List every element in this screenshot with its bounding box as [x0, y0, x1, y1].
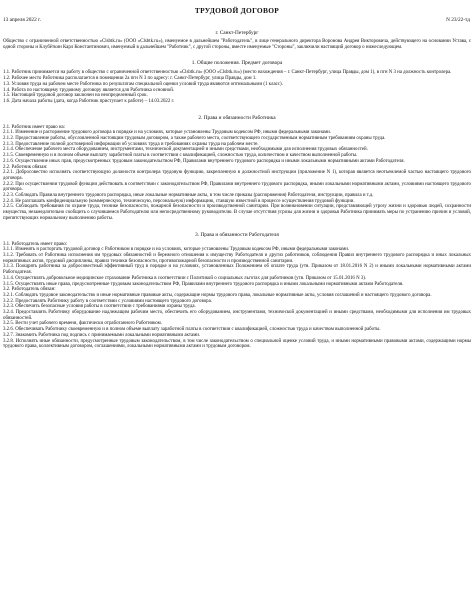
paragraph-3-1-1: 3.1.1. Изменять и расторгать трудовой договор с Работником в порядке и на условиях, которые установлены Трудовым кодексом РФ, иными федеральными законами.	[3, 247, 350, 253]
document-body	[3, 39, 471, 350]
paragraph-2-2-5: 2.2.5. Соблюдать требования по охране труда, технике безопасности, пожарной безопасности и производственной санитарии. При возникновении ситуации, представляющей угрозу жизни и здоровью людей, сохранности имущества, незамедлительно сообщить о случившемся Работодателю или непосредственному руководителю. В случае отсутствия угрозы для жизни и здоровья Работника принимать меры по устранению причин и условий, препятствующих нормальному выполнению работы.	[3, 204, 471, 221]
paragraph-1-3: 1.3. Условия труда на рабочем месте Работника по результатам специальной оценки условий труда являются оптимальными (1 класс).	[3, 81, 283, 87]
paragraph-1-1: 1.1. Работник принимается на работу в общество с ограниченной ответственностью «Clsbtk.ru» (ООО «Clsbtk.ru») (место нахождения – г. Санкт-Петербург, улица Правды, дом 1), в пгн N 3 на должность контролера.	[3, 70, 452, 76]
section-3-heading: 3. Права и обязанности Работодателя	[195, 231, 279, 238]
paragraph-3-1-5: 3.1.5. Осуществлять иные права, предусмотренные трудовым законодательством РФ, Правилами внутреннего трудового распорядка и иными локальными нормативными актами Работодателя.	[3, 281, 404, 287]
document-title: ТРУДОВОЙ ДОГОВОР	[194, 6, 280, 15]
paragraph-1-4: 1.4. Работа по настоящему трудовому договору является для Работника основной.	[3, 87, 175, 93]
paragraph-3-2-8: 3.2.8. Исполнять иные обязанности, предусмотренные трудовым законодательством, в том числе законодательством о специальной оценке условий труда, и иными нормативными правовыми актами, содержащими нормы трудового права, коллективным договором, соглашениями, локальными нормативными актами и трудовым договором.	[3, 338, 471, 350]
paragraph-3-1-3: 3.1.3. Поощрять работника за добросовестный эффективный труд в порядке и на условиях, установленных Положением об оплате труда (утв. Приказом от 18.01.2016 N 2) и иными локальными нормативными актами Работодателя.	[3, 264, 471, 276]
paragraph-2-2-3: 2.2.3. Соблюдать Правила внутреннего трудового распорядка, иные локальные нормативные акты, в том числе приказы (распоряжения) Работодателя, инструкции, правила и т.д.	[3, 193, 374, 199]
paragraph-2-2-2: 2.2.2. При осуществлении трудовой функции действовать в соответствии с законодательством РФ, Правилами внутреннего трудового распорядка, иными локальными нормативными актами, условиями настоящего трудового договора.	[3, 181, 471, 193]
paragraph-3-2-4: 3.2.4. Предоставлять Работнику оборудование надлежащим рабочим место, обеспечить его оборудованием, инструментами, технической документацией и иными средствами, необходимыми для исполнения им трудовых обязанностей.	[3, 310, 471, 321]
paragraph-2-2-1: 2.2.1. Добросовестно исполнять соответствующую должности контролера трудовую функцию, закрепленную в должностной инструкции (приложение N 1), которая является неотъемлемой частью настоящего трудового договора.	[3, 170, 471, 181]
paragraph-1-5: 1.5. Настоящий трудовой договор заключен на неопределенный срок.	[3, 93, 148, 99]
paragraph-2-1-2: 2.1.2. Предоставление работы, обусловленной настоящим трудовым договором, а также рабочего места, соответствующего государственным нормативным требованиям охраны труда.	[3, 136, 386, 142]
preamble-paragraph: Общество с ограниченной ответственностью «Clsbtk.ru» (ООО «Clsbtk.ru»), именуемое в дальнейшем "Работодатель", в лице генерального директора Воронова Андрея Викторовича, действующего на основании Устава, с одной стороны и Клубёткин Карл Константинович, именуемый в дальнейшем "Работник", с другой стороны, вместе именуемые "Стороны", заключили настоящий договор о нижеследующем.	[3, 39, 471, 50]
paragraph-2-1-4: 2.1.4. Обеспечение рабочего места оборудованием, инструментами, технической документацией и иными средствами, необходимыми для исполнения трудовых обязанностей.	[3, 147, 368, 153]
paragraph-3-2-5: 3.2.5. Вести учет рабочего времени, фактически отработанного Работником.	[3, 321, 162, 327]
paragraph-2-2-4: 2.2.4. Не разглашать конфиденциальную (коммерческую, техническую, персональную) информацию, ставшую известной в процессе осуществления трудовой функции.	[3, 198, 355, 204]
section-1-heading: 1. Общие положения. Предмет договора	[191, 60, 283, 67]
section-1-body	[3, 70, 471, 104]
section-2-body	[3, 125, 471, 222]
paragraph-1-2: 1.2. Рабочее место Работника располагается в помещении 2а пгн N 3 по адресу: г. Санкт-Петербург, улица Правды, дом 1.	[3, 76, 257, 82]
paragraph-3-2-7: 3.2.7. Знакомить Работника под подпись с принимаемыми локальными нормативными актами.	[3, 332, 201, 338]
paragraph-2-2: 2.2. Работник обязан:	[3, 164, 48, 170]
paragraph-3-2-2: 3.2.2. Предоставлять Работнику работу в соответствии с условиями настоящего трудового договора.	[3, 298, 213, 304]
paragraph-3-1-2: 3.1.2. Требовать от Работника исполнения им трудовых обязанностей и бережного отношения к имуществу Работодателя и других работников, соблюдения Правил внутреннего трудового распорядка и иных локальных нормативных актов, трудовой дисциплины, правил техники безопасности, противопожарной безопасности и производственной санитарии.	[3, 252, 471, 264]
paragraph-3-1: 3.1. Работодатель имеет право:	[3, 241, 68, 247]
paragraph-2-1-6: 2.1.6. Осуществление иных прав, предусмотренных трудовым законодательством РФ, Правилами внутреннего трудового распорядка и иными локальными нормативными актами Работодателя.	[3, 158, 405, 164]
section-2-heading: 2. Права и обязанности Работника	[198, 114, 276, 121]
paragraph-1-6: 1.6. Дата начала работы (дата, когда Работник приступает к работе) – 14.03.2022 г.	[3, 98, 175, 104]
contract-city: г. Санкт-Петербург	[215, 30, 259, 36]
contract-date: 13 апреля 2022 г.	[3, 17, 41, 23]
paragraph-2-1-3: 2.1.3. Предоставление полной достоверной информации об условиях труда и требованиях охраны труда на рабочем месте.	[3, 141, 259, 147]
section-3-body	[3, 242, 471, 350]
paragraph-3-2-6: 3.2.6. Обеспечивать Работнику своевременную и в полном объеме выплату заработной платы в соответствии с квалификацией, сложностью труда и качеством выполненной работы.	[3, 327, 381, 333]
paragraph-2-1-5: 2.1.5. Своевременную и в полном объеме выплату заработной платы в соответствии с квалификацией, сложностью труда, количеством и качеством выполненной работы.	[3, 153, 358, 159]
paragraph-3-2-3: 3.2.3. Обеспечить безопасные условия работы в соответствии с требованиями охраны труда.	[3, 304, 196, 310]
paragraph-3-1-4: 3.1.4. Осуществлять добровольное медицинское страхование Работника в соответствии с Политикой о социальных льготах для работников (утв. Приказом от 15.01.2016 N 3).	[3, 275, 367, 281]
paragraph-3-2-1: 3.2.1. Соблюдать трудовое законодательство и иные нормативные правовые акты, содержащие нормы трудового права, локальные нормативные акты, условия соглашений и настоящего трудового договора.	[3, 292, 432, 298]
paragraph-2-1: 2.1. Работник имеет право на:	[3, 124, 66, 130]
paragraph-2-1-1: 2.1.1. Изменение и расторжение трудового договора в порядке и на условиях, которые установлены Трудовым кодексом РФ, иными федеральными законами.	[3, 130, 332, 136]
contract-number: N 23/22-тд	[446, 17, 470, 23]
paragraph-3-2: 3.2. Работодатель обязан:	[3, 287, 56, 293]
